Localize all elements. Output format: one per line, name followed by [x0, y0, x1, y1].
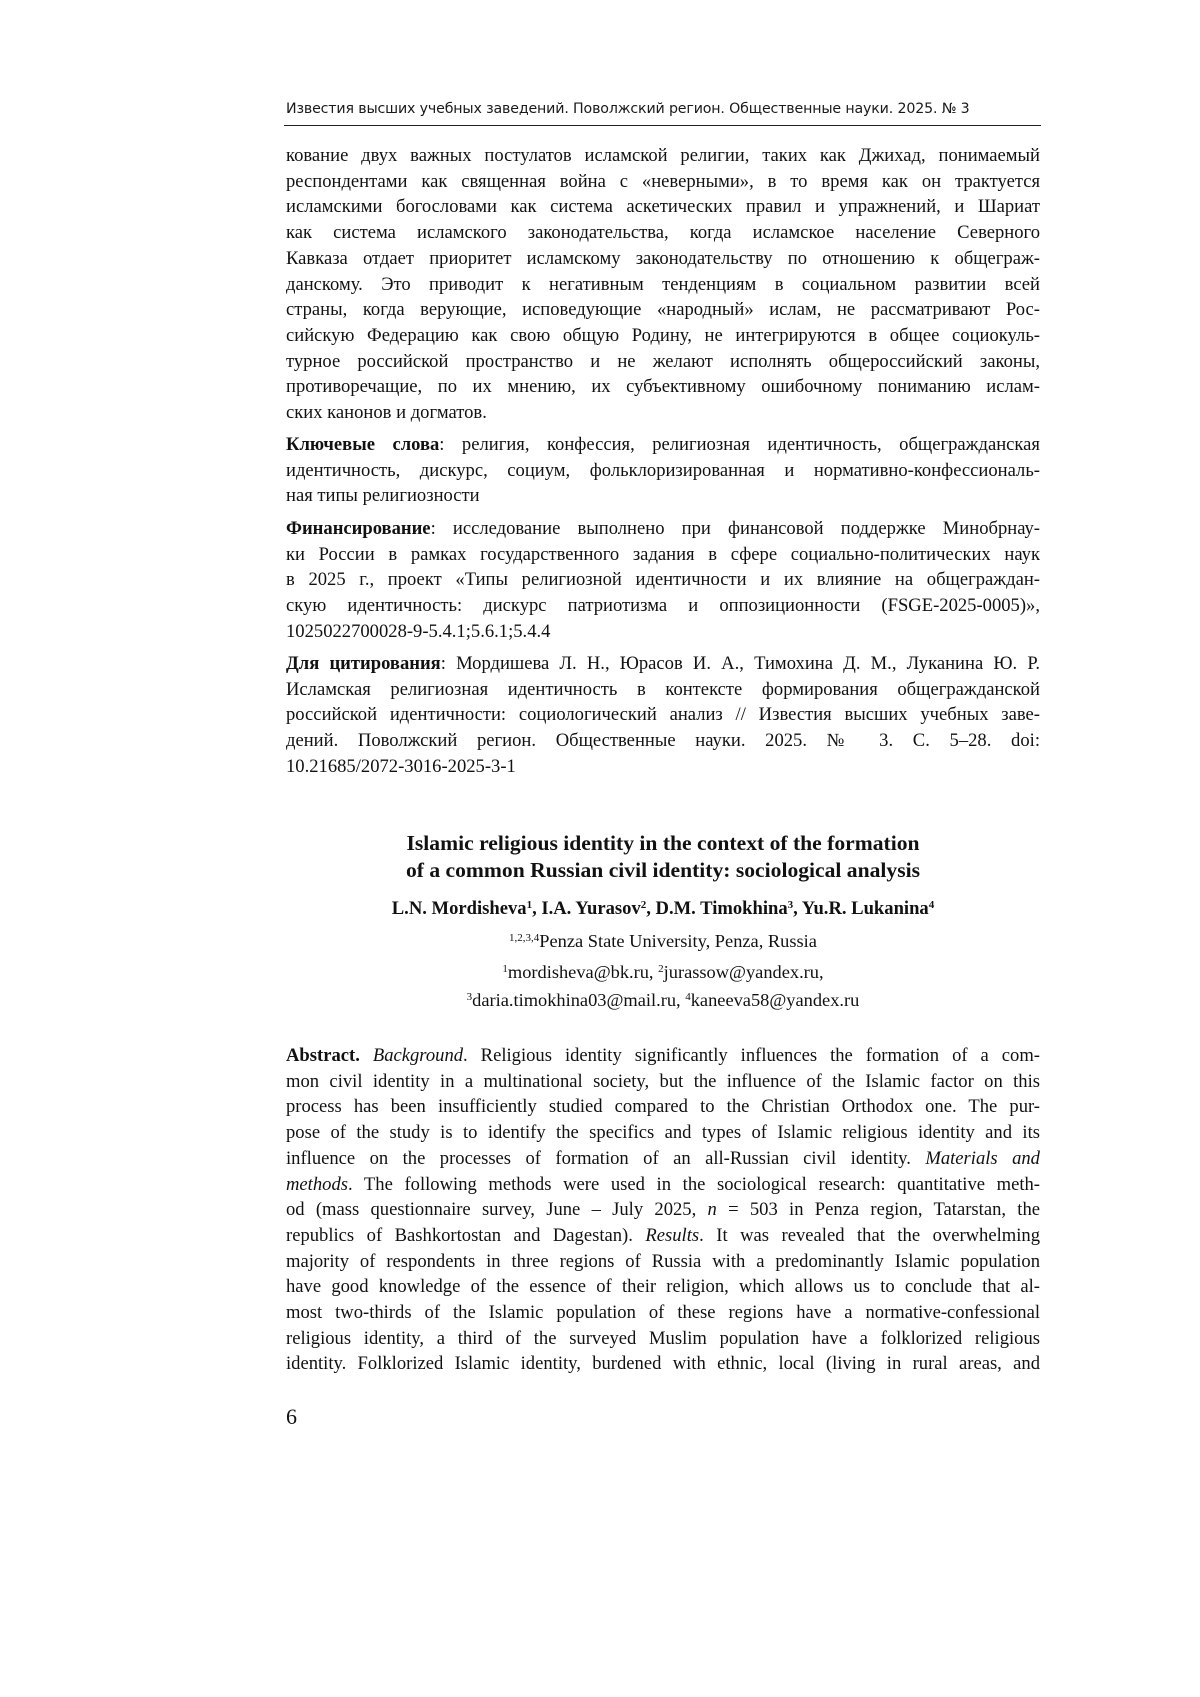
affiliation-superscript: 1,2,3,4 — [509, 932, 540, 944]
text-line: в 2025 г., проект «Типы религиозной идентичности и их влияние на общеграждан- — [286, 569, 1040, 591]
email-line — [286, 986, 1040, 1014]
ru-citation-paragraph — [286, 651, 1040, 780]
doi-link[interactable]: 10.21685/2072-3016-2025-3-1 — [286, 755, 516, 777]
text-line: religious identity, a third of the surveyed Muslim population have a folklorized religious — [286, 1327, 1040, 1349]
author-list: L.N. Mordisheva$^1$, I.A. Yurasov$^2$, D.M. Timokhina$^3$, Yu.R. Lukanina$^4$ — [391, 898, 935, 919]
author-name: I.A. Yurasov — [541, 898, 641, 919]
text-line — [286, 432, 1040, 458]
text-line: российской идентичности: социологический анализ // Известия высших учебных заве- — [286, 704, 1040, 726]
text-line: кование двух важных постулатов исламской религии, таких как Джихад, понимаемый — [286, 145, 1040, 166]
text-line: данскому. Это приводит к негативным тенденциям в социальном развитии всей — [286, 273, 1040, 295]
abstract-label: Abstract. — [286, 1045, 360, 1066]
en-abstract-paragraph — [286, 1043, 1040, 1377]
email-superscript: 4 — [685, 991, 691, 1003]
text-line: ских канонов и догматов. — [286, 402, 487, 424]
text-line — [286, 1223, 1040, 1249]
text-line — [286, 516, 1040, 542]
author-name: Yu.R. Lukanina — [801, 898, 929, 919]
affiliation — [286, 929, 1040, 953]
author-superscript: 2 — [640, 899, 647, 911]
text-line: сийскую Федерацию как свою общую Родину, не интегрируются в общее социокуль- — [286, 324, 1040, 346]
abstract-text: republics of Bashkortostan and Dagestan). — [286, 1224, 633, 1246]
methods-label: methods — [286, 1173, 348, 1195]
text-line — [286, 651, 1040, 677]
background-label: Background — [372, 1045, 464, 1066]
results-label: Results — [645, 1224, 700, 1246]
text-line — [286, 1172, 1040, 1198]
header-rule — [284, 125, 1041, 126]
english-title — [286, 830, 1040, 884]
text-line: дений. Поволжский регион. Общественные науки. 2025. № 3. С. 5–28. doi: — [286, 730, 1040, 752]
text-line: респондентами как священная война с «неверными», в то время как он трактуется — [286, 170, 1040, 192]
text-line: ки России в рамках государственного задания в сфере социально-политических наук — [286, 543, 1040, 565]
text-line — [286, 1043, 1040, 1069]
text-line: исламскими богословами как система аскетических правил и упражнений, и Шариат — [286, 196, 1040, 218]
citation-text: : Мордишева Л. Н., Юрасов И. А., Тимохина Д. М., Луканина Ю. Р. — [440, 653, 1040, 674]
text-line: ная типы религиозности — [286, 485, 480, 507]
text-line: mon civil identity in a multinational society, but the influence of the Islamic factor on this — [286, 1070, 1040, 1092]
text-line: most two-thirds of the Islamic population of these regions have a normative-confessional — [286, 1302, 1040, 1324]
abstract-text: . It was revealed that the overwhelming — [699, 1224, 1040, 1246]
author-superscript: 4 — [928, 899, 935, 911]
email-line — [286, 958, 1040, 986]
text-line — [286, 1197, 1040, 1223]
ru-funding-paragraph — [286, 516, 1040, 645]
text-line: турное российской пространство и не желают исполнять общероссийский законы, — [286, 350, 1040, 372]
email-link[interactable]: mordisheva@bk.ru, — [507, 962, 654, 982]
text-line: страны, когда верующие, исповедующие «народный» ислам, не рассматривают Рос- — [286, 299, 1040, 321]
text-line: Кавказа отдает приоритет исламскому законодательству по отношению к общеграж- — [286, 247, 1040, 269]
email-superscript: 2 — [658, 963, 664, 975]
text-line: как система исламского законодательства, когда исламское население Северного — [286, 222, 1040, 244]
email-link[interactable]: daria.timokhina03@mail.ru, — [472, 990, 681, 1010]
email-link[interactable]: jurassow@yandex.ru, — [663, 962, 824, 982]
text-line: противоречащие, по их мнению, их субъективному ошибочному пониманию ислам- — [286, 376, 1040, 398]
sample-size-symbol: n — [707, 1199, 717, 1221]
keywords-label: Ключевые слова — [286, 434, 440, 455]
text-line: скую идентичность: дискурс патриотизма и оппозиционности (FSGE-2025-0005)», — [286, 595, 1040, 617]
text-line — [286, 1146, 1040, 1172]
affiliation-text: Penza State University, Penza, Russia — [539, 931, 817, 951]
keywords-text: : религия, конфессия, религиозная идентичность, общегражданская — [439, 434, 1040, 455]
text-line: идентичность, дискурс, социум, фольклоризированная и нормативно-конфессиональ- — [286, 459, 1040, 481]
email-link[interactable]: kaneeva58@yandex.ru — [690, 990, 860, 1010]
text-line: 1025022700028-9-5.4.1;5.6.1;5.4.4 — [286, 620, 551, 642]
email-superscript: 3 — [466, 991, 473, 1003]
abstract-text: od (mass questionnaire survey, June – July 2025, — [286, 1199, 697, 1221]
title-line: Islamic religious identity in the context of the formation — [406, 831, 920, 855]
materials-label: Materials and — [925, 1147, 1040, 1169]
running-header: Известия высших учебных заведений. Поволжский регион. Общественные науки. 2025. № 3 — [286, 101, 970, 117]
author-name: D.M. Timokhina — [655, 898, 788, 919]
funding-label: Финансирование — [286, 518, 431, 539]
citation-label: Для цитирования — [286, 653, 441, 674]
author-superscript: 3 — [787, 899, 794, 911]
title-line: of a common Russian civil identity: sociological analysis — [405, 858, 921, 882]
page-number: 6 — [286, 1404, 297, 1429]
text-line: identity. Folklorized Islamic identity, burdened with ethnic, local (living in rural areas, and — [286, 1353, 1040, 1375]
author-emails — [286, 958, 1040, 1014]
abstract-text: = 503 in Penza region, Tatarstan, the — [728, 1199, 1041, 1221]
ru-keywords-paragraph — [286, 432, 1040, 509]
text-line: have good knowledge of the essence of their religion, which allows us to conclude that al- — [286, 1276, 1040, 1298]
author-name: L.N. Mordisheva — [391, 898, 527, 919]
abstract-text: . Religious identity significantly influences the formation of a com- — [463, 1045, 1040, 1066]
text-line: Исламская религиозная идентичность в контексте формирования общегражданской — [286, 678, 1040, 700]
text-line: pose of the study is to identify the specifics and types of Islamic religious identity and its — [286, 1122, 1040, 1144]
ru-abstract-paragraph — [286, 143, 1040, 426]
email-superscript: 1 — [502, 963, 508, 975]
text-line: process has been insufficiently studied compared to the Christian Orthodox one. The pur- — [286, 1096, 1040, 1118]
author-superscript: 1 — [526, 899, 533, 911]
abstract-text: influence on the processes of formation of an all-Russian civil identity. — [286, 1147, 911, 1169]
funding-text: : исследование выполнено при финансовой поддержке Минобрнау- — [430, 518, 1040, 539]
text-line: majority of respondents in three regions of Russia with a predominantly Islamic population — [286, 1250, 1040, 1272]
abstract-text: . The following methods were used in the sociological research: quantitative meth- — [347, 1173, 1040, 1195]
